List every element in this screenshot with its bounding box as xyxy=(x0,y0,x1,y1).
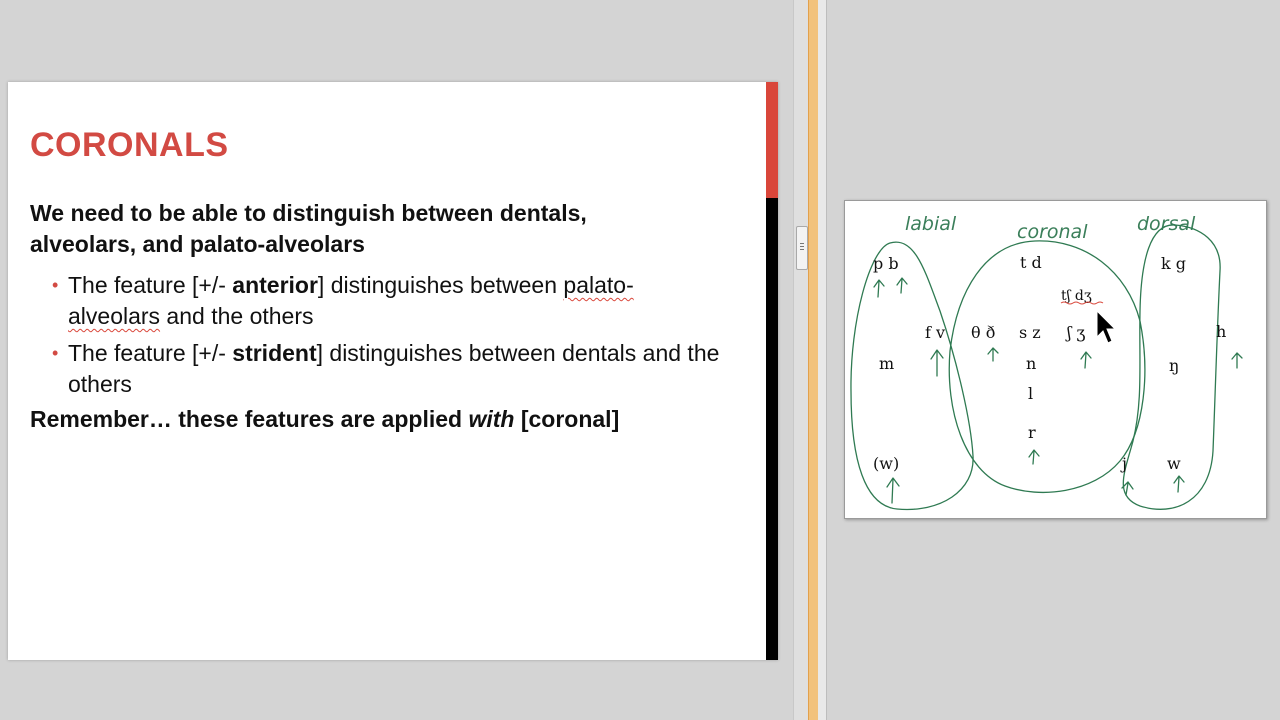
phoneme-sz: s z xyxy=(1019,323,1041,342)
labial-loop xyxy=(851,242,973,509)
pane-splitter-gap xyxy=(818,0,827,720)
slide-canvas[interactable] xyxy=(8,82,778,660)
spellcheck-word: palato- xyxy=(563,272,634,298)
vertical-scrollbar[interactable] xyxy=(793,0,808,720)
phoneme-fv: f v xyxy=(925,323,946,342)
scrollbar-thumb[interactable] xyxy=(796,226,808,270)
intro-text-c: palato-alveolars xyxy=(189,231,365,257)
intro-text-a: We need to be able to distinguish between dentals, xyxy=(30,200,587,226)
phoneme-diagram xyxy=(845,201,1266,518)
grip-line xyxy=(800,246,804,247)
bullet-feature: anterior xyxy=(232,272,318,298)
bullet-post: and the others xyxy=(160,303,314,329)
slide-side-bar xyxy=(766,198,778,660)
mouse-cursor-icon xyxy=(1097,311,1115,343)
intro-paragraph[interactable] xyxy=(30,198,730,260)
remember-text-c: [coronal] xyxy=(514,406,620,432)
remember-text-a: Remember… these features are applied xyxy=(30,406,469,432)
phoneme-pb: p b xyxy=(873,254,899,273)
bullet-feature: strident xyxy=(232,340,317,366)
phoneme-m: m xyxy=(879,354,895,373)
label-coronal: coronal xyxy=(1017,221,1088,243)
spellcheck-word: alveolars xyxy=(68,303,161,329)
phoneme-thdh: θ ð xyxy=(971,323,996,342)
bullet-anterior xyxy=(52,270,752,332)
label-dorsal: dorsal xyxy=(1137,213,1196,235)
bullet-pre: The feature [+/- xyxy=(68,340,233,366)
phoneme-kg: k g xyxy=(1161,254,1187,273)
phoneme-h: h xyxy=(1216,322,1227,341)
bullet-dot: • xyxy=(52,343,59,363)
slide-title[interactable]: CORONALS xyxy=(30,126,229,164)
remember-text-b: with xyxy=(468,406,515,432)
slide-accent-bar xyxy=(766,82,778,198)
phoneme-w-paren: (w) xyxy=(873,454,900,473)
phoneme-n: n xyxy=(1026,354,1037,373)
label-labial: labial xyxy=(905,213,957,235)
coronal-loop xyxy=(949,241,1145,493)
diagram-image[interactable] xyxy=(844,200,1267,519)
phoneme-td: t d xyxy=(1020,253,1042,272)
intro-text-b: alveolars, and xyxy=(30,231,190,257)
grip-line xyxy=(800,243,804,244)
bullet-post: ] distinguishes between dentals and the others xyxy=(68,340,720,397)
phoneme-r: r xyxy=(1028,423,1036,442)
bullet-list[interactable] xyxy=(52,270,752,406)
phoneme-shzh: ʃ ʒ xyxy=(1067,323,1086,342)
arrow-marks xyxy=(874,278,1242,503)
grip-line xyxy=(800,249,804,250)
bullet-dot: • xyxy=(52,275,59,295)
bullet-strident xyxy=(52,338,752,400)
phoneme-affricates: tʃ dʒ xyxy=(1061,288,1092,304)
phoneme-j: j xyxy=(1122,454,1127,473)
phoneme-l: l xyxy=(1028,384,1034,403)
bullet-post: ] distinguishes between xyxy=(317,272,564,298)
phoneme-eng: ŋ xyxy=(1169,356,1180,375)
bullet-pre: The feature [+/- xyxy=(68,272,233,298)
remember-line[interactable] xyxy=(30,406,619,433)
phoneme-w: w xyxy=(1167,454,1181,473)
